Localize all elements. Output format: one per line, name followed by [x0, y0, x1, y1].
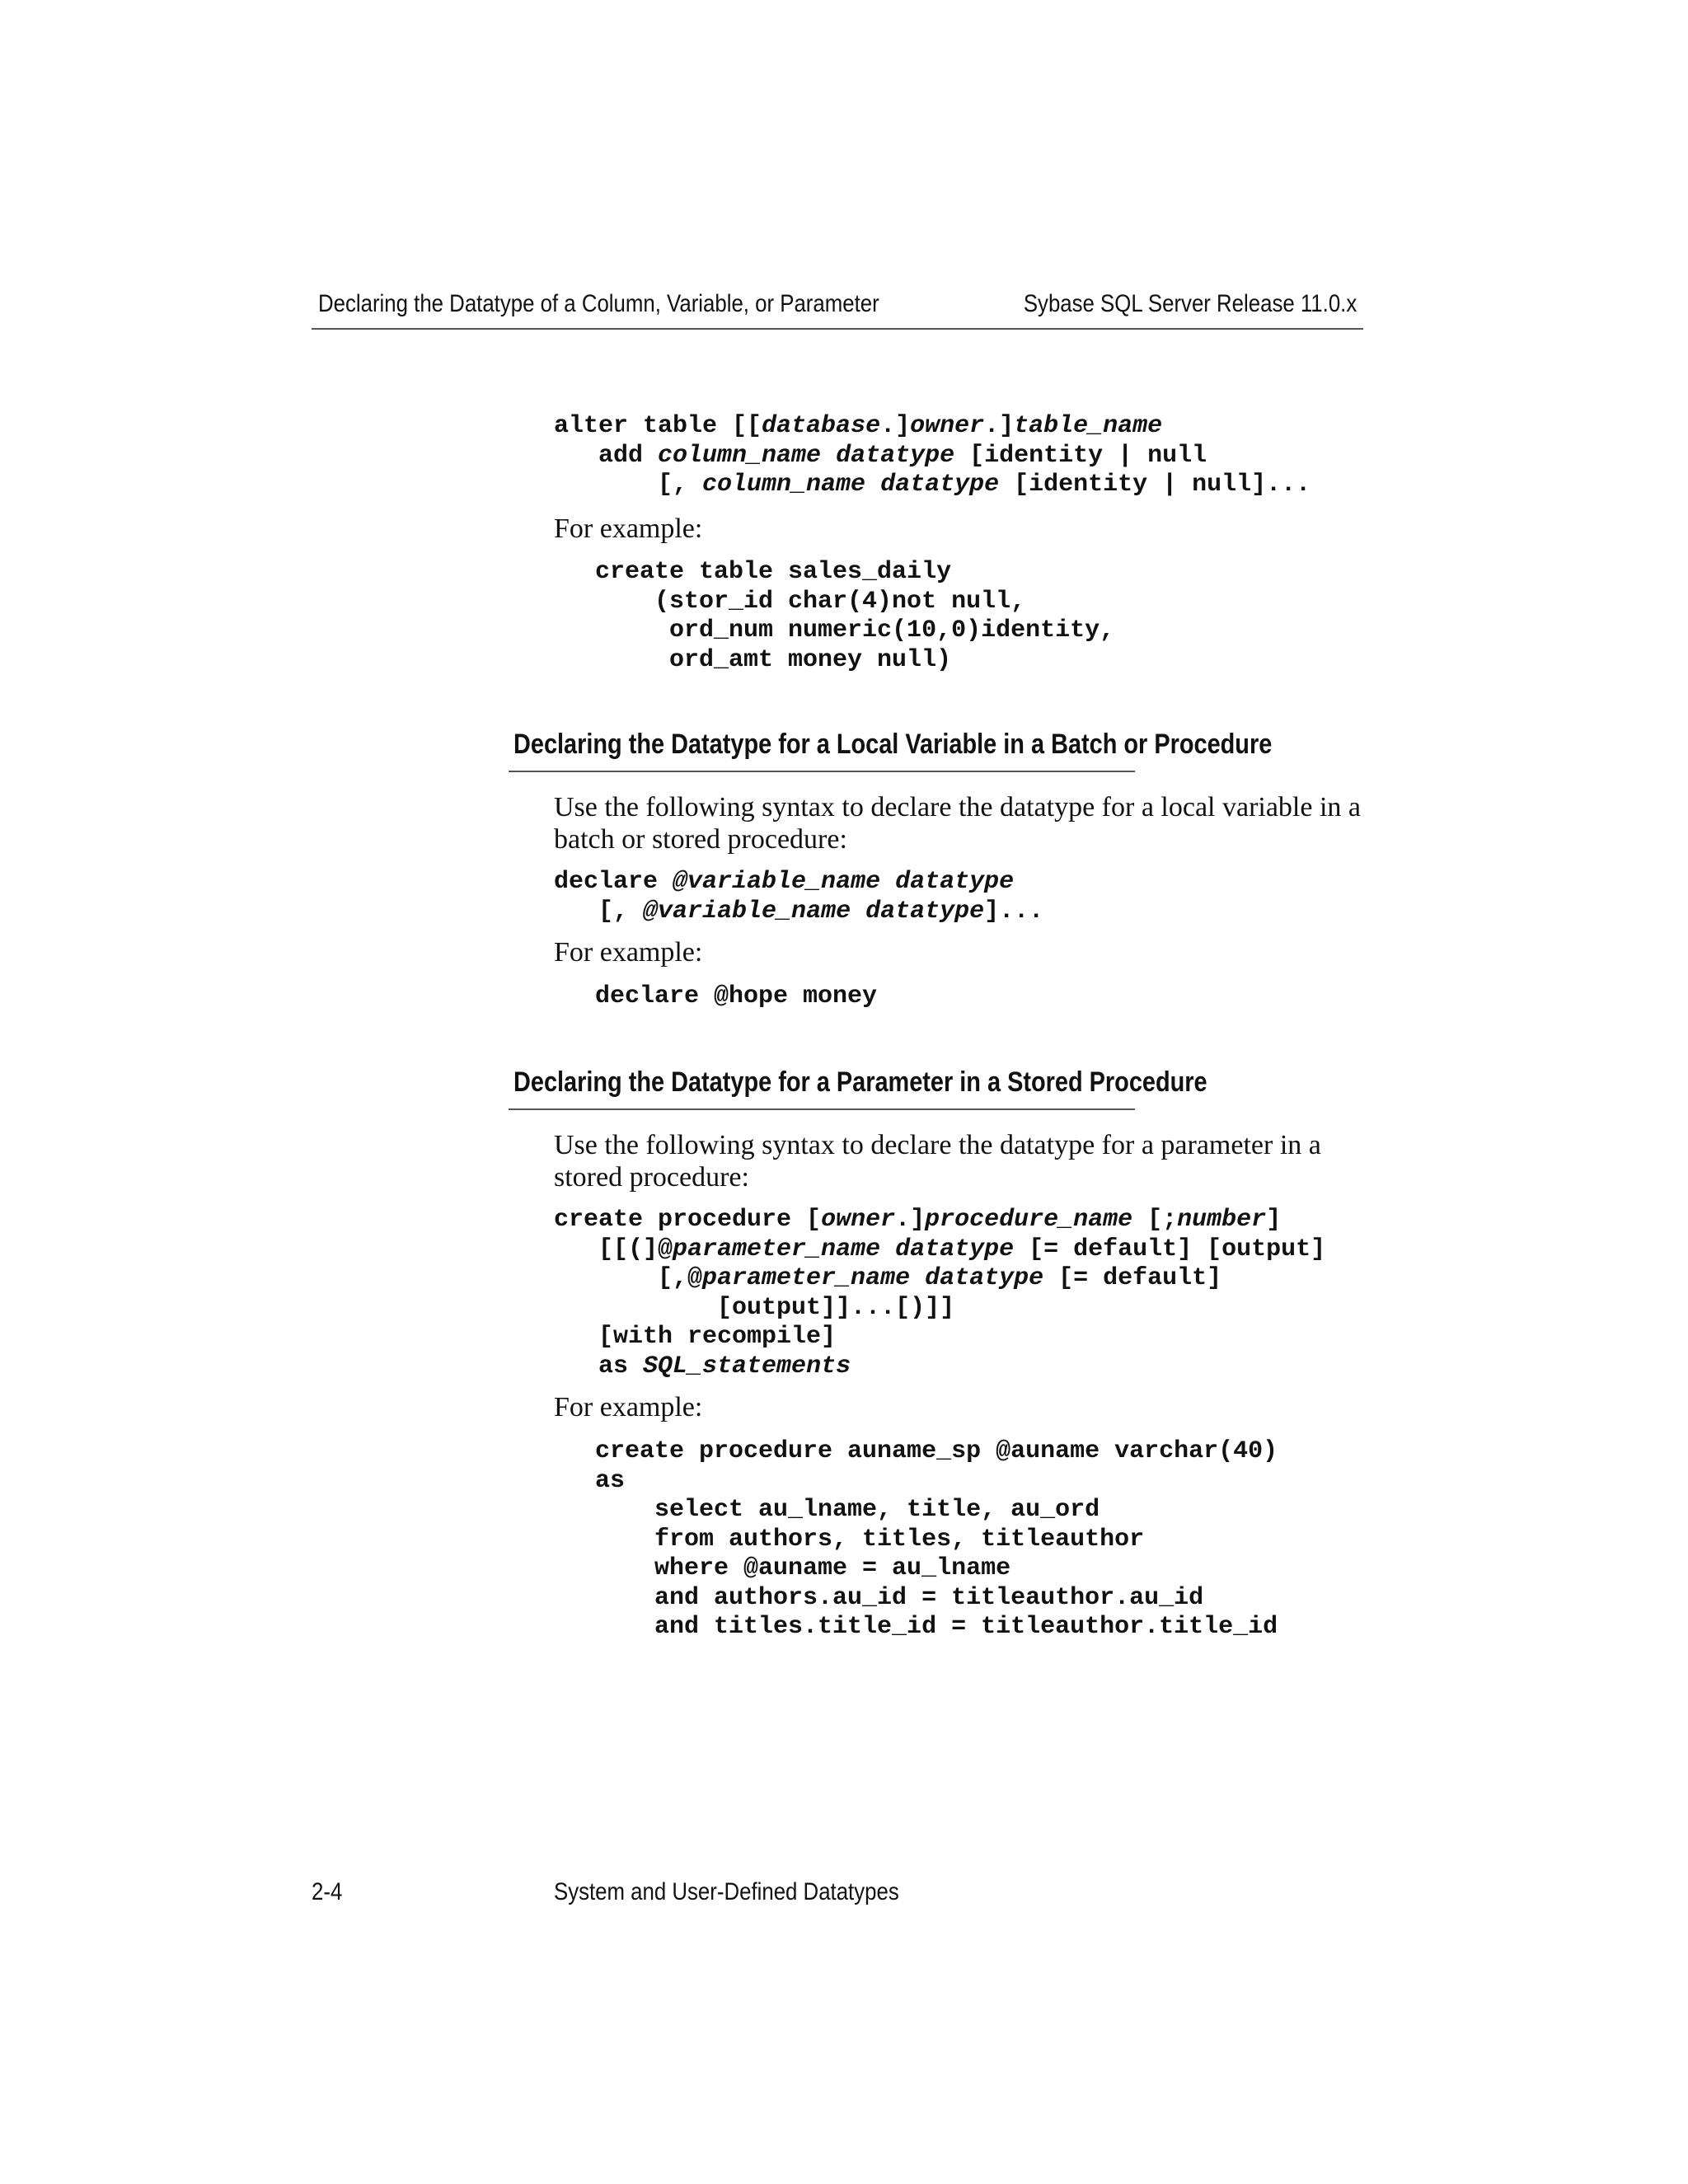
section-rule [509, 1108, 1135, 1110]
create-procedure-example: create procedure auname_sp @auname varchar(40) as select au_lname, title, au_ord from authors, titles, titleauthor where @auname = au_lname and authors.au_id = titleauthor.au_id and titles.title_id = titleauthor.title_id [595, 1437, 1278, 1641]
declare-syntax: declare @variable_name datatype [, @variable_name datatype]... [554, 868, 1044, 926]
section-heading-parameter: Declaring the Datatype for a Parameter in a Stored Procedure [513, 1066, 1207, 1098]
parameter-intro: Use the following syntax to declare the datatype for a parameter in a stored procedure: [554, 1130, 1321, 1193]
footer-chapter-title: System and User-Defined Datatypes [554, 1878, 899, 1905]
header-rule [312, 328, 1363, 330]
create-table-example: create table sales_daily (stor_id char(4)not null, ord_num numeric(10,0)identity, ord_amt money null) [595, 558, 1115, 674]
for-example-label: For example: [554, 1392, 703, 1422]
create-procedure-syntax: create procedure [owner.]procedure_name [;number] [[(]@parameter_name datatype [= default] [output] [,@parameter_name datatype [= default] [output]]...[)]] [with recompile] as SQL_statements [554, 1206, 1326, 1380]
alter-table-syntax: alter table [[database.]owner.]table_name add column_name datatype [identity | null [, column_name datatype [identity | null]... [554, 412, 1311, 499]
running-header-product: Sybase SQL Server Release 11.0.x [1023, 290, 1357, 317]
section-rule [509, 771, 1135, 772]
for-example-label: For example: [554, 513, 703, 544]
for-example-label: For example: [554, 937, 703, 968]
running-header-title: Declaring the Datatype of a Column, Variable, or Parameter [318, 290, 879, 317]
section-heading-local-variable: Declaring the Datatype for a Local Variable in a Batch or Procedure [513, 729, 1273, 760]
page-number: 2-4 [312, 1878, 343, 1905]
declare-example: declare @hope money [595, 982, 878, 1010]
local-variable-intro: Use the following syntax to declare the datatype for a local variable in a batch or stored procedure: [554, 792, 1362, 855]
